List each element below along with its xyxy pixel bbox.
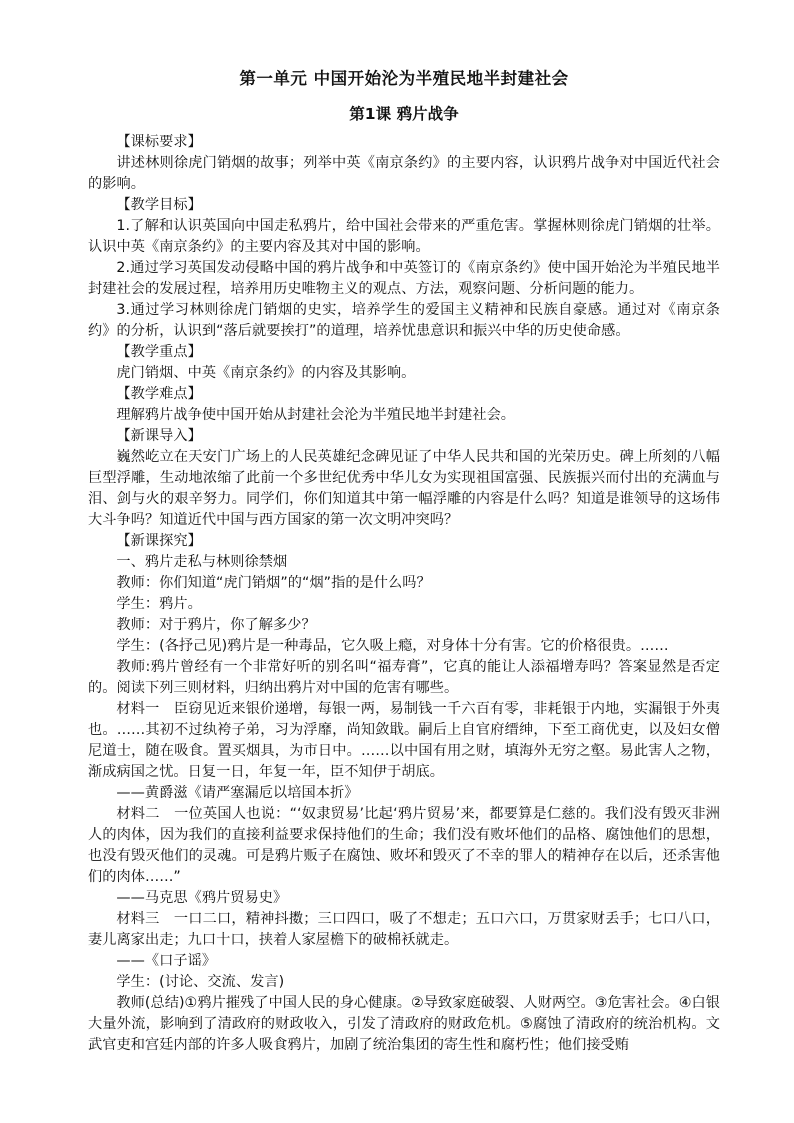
section-heading: 【教学难点】 — [116, 386, 202, 402]
unit-title: 第一单元 中国开始沦为半殖民地半封建社会 — [239, 69, 569, 88]
paragraph: 讲述林则徐虎门销烟的故事；列举中英《南京条约》的主要内容，认识鸦片战争对中国近代社会的影响。 — [88, 155, 720, 192]
lesson-title: 第1课 鸦片战争 — [349, 105, 459, 123]
section-heading: 【课标要求】 — [116, 134, 202, 150]
paragraph: 3.通过学习林则徐虎门销烟的史实，培养学生的爱国主义精神和民族自豪感。通过对《南京条约》的分析，认识到“落后就要挨打”的道理，培养忧患意识和振兴中华的历史使命感。 — [88, 302, 720, 339]
dialogue-line: 教师(总结)①鸦片摧残了中国人民的身心健康。②导致家庭破裂、人财两空。③危害社会。④白银大量外流，影响到了清政府的财政收入，引发了清政府的财政危机。⑤腐蚀了清政府的统治机构。文武官吏和宫廷内部的许多人吸食鸦片，加剧了统治集团的寄生性和腐朽性；他们接受贿 — [88, 995, 720, 1053]
paragraph: 巍然屹立在天安门广场上的人民英雄纪念碑见证了中华人民共和国的光荣历史。碑上所刻的八幅巨型浮雕，生动地浓缩了此前一个多世纪优秀中华儿女为实现祖国富强、民族振兴而付出的充满血与泪、剑与火的艰辛努力。同学们，你们知道其中第一幅浮雕的内容是什么吗？知道是谁领导的这场伟大斗争吗？知道近代中国与西方国家的第一次文明冲突吗？ — [88, 449, 720, 528]
paragraph: 2.通过学习英国发动侵略中国的鸦片战争和中英签订的《南京条约》使中国开始沦为半殖民地半封建社会的发展过程，培养用历史唯物主义的观点、方法，观察问题、分析问题的能力。 — [88, 260, 720, 297]
paragraph: 理解鸦片战争使中国开始从封建社会沦为半殖民地半封建社会。 — [116, 407, 516, 423]
material-quote: 材料二 一位英国人也说：“‘奴隶贸易’比起‘鸦片贸易’来，都要算是仁慈的。我们没有毁灭非洲人的肉体，因为我们的直接利益要求保持他们的生命；我们没有败坏他们的品格、腐蚀他们的思想，也没有毁灭他们的灵魂。可是鸦片贩子在腐蚀、败坏和毁灭了不幸的罪人的精神存在以后，还杀害他们的肉体……” — [88, 806, 720, 885]
section-heading: 【教学重点】 — [116, 344, 202, 360]
section-heading: 【新课探究】 — [116, 533, 202, 549]
section-heading: 【新课导入】 — [116, 428, 202, 444]
material-quote: 材料三 一口二口，精神抖擞；三口四口，吸了不想走；五口六口，万贯家财丢手；七口八口，妻儿离家出走；九口十口，挟着人家屋檐下的破棉袄就走。 — [88, 911, 720, 948]
dialogue-line: 学生：鸦片。 — [116, 596, 202, 612]
dialogue-line: 教师：你们知道“虎门销烟”的“烟”指的是什么吗？ — [116, 575, 431, 591]
section-heading: 【教学目标】 — [116, 197, 202, 213]
dialogue-line: 学生：(讨论、交流、发言) — [116, 974, 285, 990]
document-page — [88, 66, 720, 1056]
paragraph: 虎门销烟、中英《南京条约》的内容及其影响。 — [116, 365, 416, 381]
paragraph: 1.了解和认识英国向中国走私鸦片，给中国社会带来的严重危害。掌握林则徐虎门销烟的壮举。认识中英《南京条约》的主要内容及其对中国的影响。 — [88, 218, 720, 255]
material-quote: 材料一 臣窃见近来银价递增，每银一两，易制钱一千六百有零，非耗银于内地，实漏银于外夷也。……其初不过纨袴子弟，习为浮靡，尚知敛戢。嗣后上自官府缙绅，下至工商优吏，以及妇女僧尼道士，随在吸食。置买烟具，为市日中。……以中国有用之财，填海外无穷之壑。易此害人之物，渐成病国之忧。日复一日，年复一年，臣不知伊于胡底。 — [88, 701, 720, 780]
dialogue-line: 教师:鸦片曾经有一个非常好听的别名叫“福寿膏”，它真的能让人添福增寿吗？答案显然是否定的。阅读下列三则材料，归纳出鸦片对中国的危害有哪些。 — [88, 659, 720, 696]
dialogue-line: 教师：对于鸦片，你了解多少？ — [116, 617, 316, 633]
material-source: ——《口子谣》 — [116, 953, 217, 969]
material-source: ——黄爵滋《请严塞漏卮以培国本折》 — [116, 785, 359, 801]
material-source: ——马克思《鸦片贸易史》 — [116, 890, 288, 906]
subsection-heading: 一、鸦片走私与林则徐禁烟 — [116, 554, 288, 570]
dialogue-line: 学生：(各抒己见)鸦片是一种毒品，它久吸上瘾，对身体十分有害。它的价格很贵。…… — [116, 638, 669, 654]
